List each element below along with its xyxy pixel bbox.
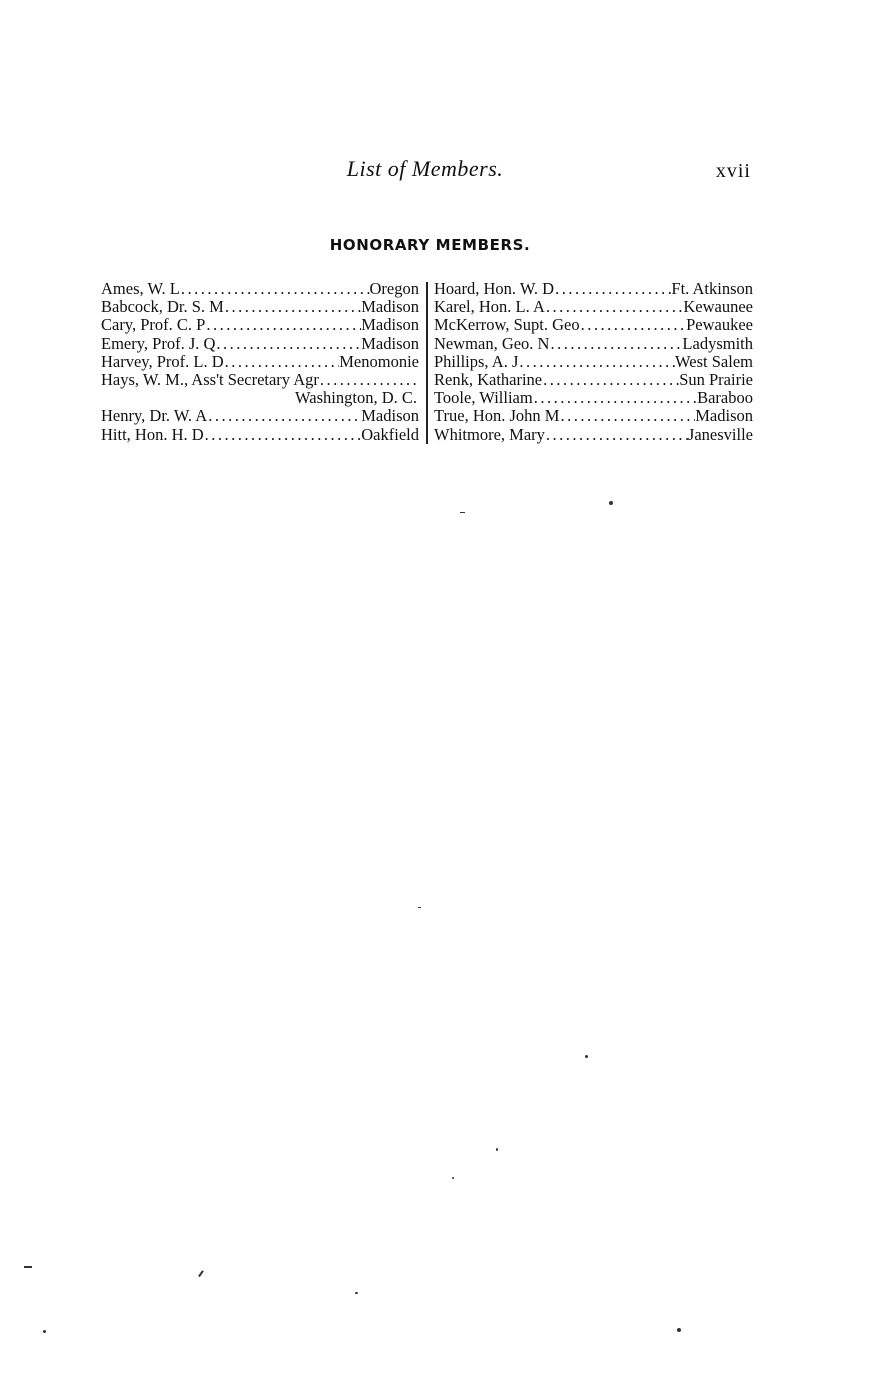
scan-speck — [609, 501, 613, 505]
member-name: Henry, Dr. W. A — [101, 406, 208, 426]
member-place: Janesville — [687, 424, 753, 444]
member-place: Madison — [361, 333, 419, 353]
member-entry — [101, 353, 419, 371]
member-name: Renk, Katharine — [434, 369, 543, 389]
member-entry — [434, 335, 753, 353]
leader-dots — [207, 407, 361, 425]
member-name: Babcock, Dr. S. M — [101, 297, 224, 317]
member-place: Ladysmith — [682, 333, 753, 353]
leader-dots — [224, 298, 361, 316]
member-place: Madison — [361, 406, 419, 426]
members-column-left — [101, 280, 419, 444]
leader-dots — [542, 371, 679, 389]
column-divider — [426, 282, 428, 444]
member-entry — [101, 280, 419, 298]
member-entry — [101, 316, 419, 334]
member-name: Newman, Geo. N — [434, 333, 550, 353]
running-title: List of Members. — [346, 156, 504, 181]
member-entry — [434, 426, 753, 444]
leader-dots — [204, 426, 362, 444]
leader-dots — [205, 316, 361, 334]
member-entry — [434, 371, 753, 389]
scan-speck — [496, 1148, 498, 1151]
member-place: Oregon — [369, 279, 419, 298]
member-place: West Salem — [675, 351, 753, 371]
member-place: Pewaukee — [686, 315, 753, 335]
member-name: Ames, W. L — [101, 279, 180, 298]
member-entry — [434, 407, 753, 425]
member-entry — [434, 280, 753, 298]
member-place: Ft. Atkinson — [671, 279, 753, 298]
scan-speck — [585, 1055, 588, 1058]
leader-dots — [533, 389, 697, 407]
leader-dots — [549, 335, 682, 353]
running-head — [0, 156, 887, 186]
member-place: Oakfield — [361, 424, 419, 444]
scan-speck — [198, 1270, 203, 1277]
leader-dots — [518, 353, 675, 371]
member-name: Cary, Prof. C. P — [101, 315, 206, 335]
member-name: Whitmore, Mary — [434, 424, 545, 444]
member-name: McKerrow, Supt. Geo — [434, 315, 580, 335]
leader-dots — [215, 335, 361, 353]
members-column-right — [434, 280, 753, 444]
member-place: Baraboo — [697, 388, 753, 408]
scan-speck — [677, 1328, 681, 1332]
leader-dots — [180, 280, 370, 298]
leader-dots — [545, 426, 688, 444]
page-number: xvii — [715, 160, 751, 182]
member-name: Emery, Prof. J. Q — [101, 333, 216, 353]
member-entry — [434, 389, 753, 407]
leader-dots — [580, 316, 687, 334]
member-name: Karel, Hon. L. A — [434, 297, 545, 317]
scan-speck — [24, 1266, 32, 1268]
leader-dots — [559, 407, 695, 425]
scan-speck — [418, 907, 421, 908]
member-place: Madison — [695, 406, 753, 426]
member-name: Toole, William — [434, 388, 533, 408]
scan-speck — [452, 1177, 454, 1179]
member-entry — [101, 335, 419, 353]
member-name: Phillips, A. J — [434, 351, 519, 371]
member-place: Madison — [361, 315, 419, 335]
leader-dots — [319, 371, 419, 389]
member-name: True, Hon. John M — [434, 406, 560, 426]
member-name: Harvey, Prof. L. D — [101, 351, 224, 371]
member-place: Madison — [361, 297, 419, 317]
scan-speck — [355, 1292, 358, 1294]
member-entry — [101, 407, 419, 425]
member-entry — [101, 371, 419, 389]
member-name: Hays, W. M., Ass't Secretary Agr — [101, 369, 319, 389]
section-heading: HONORARY MEMBERS. — [329, 236, 531, 254]
leader-dots — [545, 298, 683, 316]
member-name: Hitt, Hon. H. D — [101, 424, 204, 444]
scan-speck — [43, 1330, 46, 1333]
member-name: Hoard, Hon. W. D — [434, 279, 555, 298]
member-entry — [101, 298, 419, 316]
member-entry — [434, 353, 753, 371]
member-entry — [101, 426, 419, 444]
member-entry-continuation: Washington, D. C. — [295, 388, 417, 408]
member-entry — [434, 316, 753, 334]
member-place: Menomonie — [339, 351, 419, 371]
members-table — [101, 280, 753, 450]
member-place: Sun Prairie — [679, 369, 753, 389]
leader-dots — [224, 353, 340, 371]
member-entry — [434, 298, 753, 316]
member-place: Kewaunee — [683, 297, 753, 317]
leader-dots — [554, 280, 671, 298]
scan-speck — [460, 512, 465, 513]
